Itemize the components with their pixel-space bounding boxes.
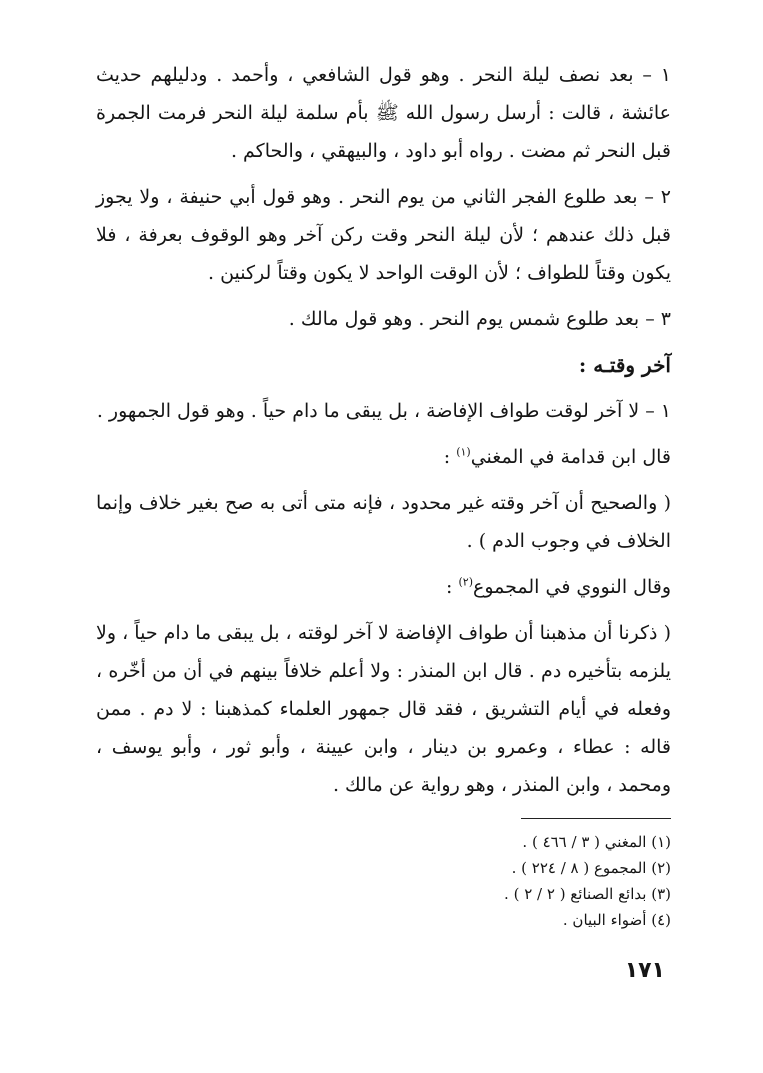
paragraph-2: ٢ – بعد طلوع الفجر الثاني من يوم النحر . وهو قول أبي حنيفة ، ولا يجوز قبل ذلك عندهم ؛ لأن ليلة النحر وقت ركن آخر وهو الوقوف بعرفة ، فلا يكون وقتاً للطواف ؛ لأن الوقت الواحد لا يكون وقتاً لركنين . (96, 186, 671, 284)
page-body (96, 56, 671, 933)
footnote-4: (٤) أضواء البيان . (562, 911, 671, 929)
quote-2-colon: : (446, 576, 459, 598)
footnote-ref-1[interactable]: (١) (456, 445, 471, 459)
paragraph-3: ٣ – بعد طلوع شمس يوم النحر . وهو قول مالك . (288, 308, 671, 330)
paragraph-4: ١ – لا آخر لوقت طواف الإفاضة ، بل يبقى ما دام حياً . وهو قول الجمهور . (96, 400, 671, 422)
paragraph-1: ١ – بعد نصف ليلة النحر . وهو قول الشافعي ، وأحمد . ودليلهم حديث عائشة ، قالت : أرسل رسول الله ﷺ بأم سلمة ليلة النحر فرمت الجمرة قبل النحر ثم مضت . رواه أبو داود ، والبيهقي ، والحاكم . (96, 64, 671, 162)
footnote-3: (٣) بدائع الصنائع ( ٢ / ٢ ) . (504, 885, 671, 903)
quote-2-intro (96, 568, 671, 606)
quote-2-intro-text: وقال النووي في المجموع (472, 576, 671, 598)
footnote-divider (521, 818, 671, 819)
quote-2-text: ( ذكرنا أن مذهبنا أن طواف الإفاضة لا آخر لوقته ، بل يبقى ما دام حياً ، ولا يلزمه بتأخيره دم . قال ابن المنذر : ولا أعلم خلافاً بينهم في أن من أخّره ، وفعله في أيام التشريق ، فقد قال جمهور العلماء كمذهبنا : لا دم . ممن قاله : عطاء ، وعمرو بن دينار ، وابن عيينة ، وأبو ثور ، وأبو يوسف ، ومحمد ، وابن المنذر ، وهو رواية عن مالك . (96, 622, 671, 796)
quote-1-intro-text: قال ابن قدامة في المغني (470, 446, 671, 468)
footnote-2: (٢) المجموع ( ٨ / ٢٢٤ ) . (511, 859, 671, 877)
footnote-ref-2[interactable]: (٢) (458, 575, 473, 589)
quote-1-text: ( والصحيح أن آخر وقته غير محدود ، فإنه متى أتى به صح بغير خلاف وإنما الخلاف في وجوب الدم ) . (96, 492, 671, 552)
quote-1-intro (96, 438, 671, 476)
footnotes (96, 829, 671, 933)
section-heading: آخر وقتـه : (578, 353, 671, 377)
footnote-1: (١) المغني ( ٣ / ٤٦٦ ) . (522, 833, 671, 851)
quote-1-colon: : (443, 446, 457, 468)
page-number: ١٧١ (624, 958, 665, 983)
